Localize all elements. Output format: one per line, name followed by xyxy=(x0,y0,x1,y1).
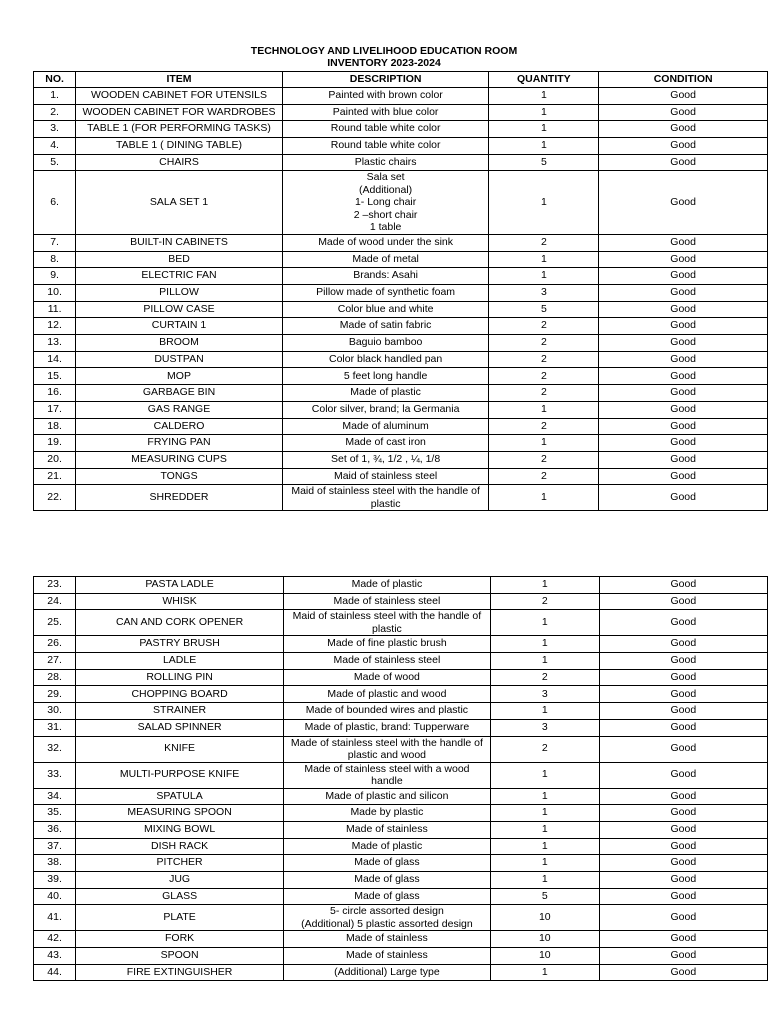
item-quantity: 1 xyxy=(490,788,599,805)
item-quantity: 10 xyxy=(490,948,599,965)
row-number: 2. xyxy=(34,104,76,121)
item-name: PILLOW xyxy=(76,285,283,302)
item-description-line: 1- Long chair xyxy=(354,196,417,209)
table-row xyxy=(34,905,768,931)
item-description: Made of fine plastic brush xyxy=(283,636,490,653)
row-number: 17. xyxy=(34,401,76,418)
item-description: Made of stainless xyxy=(283,821,490,838)
inventory-table-page-2 xyxy=(33,576,768,981)
item-description-line: 1 table xyxy=(369,221,402,234)
item-description: Made of plastic xyxy=(283,577,490,594)
item-description xyxy=(283,762,490,788)
row-number: 20. xyxy=(34,451,76,468)
item-description: Made of wood under the sink xyxy=(282,234,489,251)
item-description-line: (Additional) xyxy=(359,183,413,196)
item-condition: Good xyxy=(599,762,767,788)
table-row xyxy=(34,931,768,948)
item-description xyxy=(282,171,489,235)
item-description: Made of plastic xyxy=(282,385,489,402)
row-number: 43. xyxy=(34,948,76,965)
item-description: Made of stainless xyxy=(283,948,490,965)
item-quantity: 1 xyxy=(490,610,599,636)
item-quantity: 5 xyxy=(489,154,599,171)
row-number: 25. xyxy=(34,610,76,636)
item-name: FRYING PAN xyxy=(76,435,283,452)
item-condition: Good xyxy=(599,577,767,594)
item-description: Maid of stainless steel xyxy=(282,468,489,485)
item-quantity: 1 xyxy=(489,121,599,138)
item-condition: Good xyxy=(599,948,767,965)
item-name: BUILT-IN CABINETS xyxy=(76,234,283,251)
table-row xyxy=(34,838,768,855)
item-name: CHOPPING BOARD xyxy=(76,686,284,703)
item-description: Made of plastic and wood xyxy=(283,686,490,703)
item-name: GARBAGE BIN xyxy=(76,385,283,402)
item-description: Color black handled pan xyxy=(282,351,489,368)
item-description: Made of glass xyxy=(283,871,490,888)
row-number: 13. xyxy=(34,335,76,352)
row-number: 18. xyxy=(34,418,76,435)
item-quantity: 1 xyxy=(490,636,599,653)
row-number: 19. xyxy=(34,435,76,452)
item-name: SHREDDER xyxy=(76,485,283,511)
item-condition: Good xyxy=(599,318,768,335)
table-row xyxy=(34,268,768,285)
item-condition: Good xyxy=(599,451,768,468)
table-row xyxy=(34,234,768,251)
item-description: Round table white color xyxy=(282,138,489,155)
item-quantity: 2 xyxy=(489,385,599,402)
item-description: Set of 1, ¾, 1/2 , ¼, 1/8 xyxy=(282,451,489,468)
row-number: 1. xyxy=(34,88,76,105)
item-name: WOODEN CABINET FOR WARDROBES xyxy=(76,104,283,121)
row-number: 9. xyxy=(34,268,76,285)
item-condition: Good xyxy=(599,418,768,435)
item-name: PASTA LADLE xyxy=(76,577,284,594)
table-row xyxy=(34,653,768,670)
item-condition: Good xyxy=(599,171,768,235)
item-description: Made of plastic xyxy=(283,838,490,855)
item-quantity: 2 xyxy=(489,468,599,485)
item-quantity: 3 xyxy=(490,719,599,736)
item-quantity: 1 xyxy=(489,88,599,105)
item-name: LADLE xyxy=(76,653,284,670)
row-number: 12. xyxy=(34,318,76,335)
table-body xyxy=(34,577,768,981)
item-quantity: 1 xyxy=(490,703,599,720)
item-quantity: 1 xyxy=(489,171,599,235)
item-name: DISH RACK xyxy=(76,838,284,855)
table-row xyxy=(34,121,768,138)
item-description: Made of cast iron xyxy=(282,435,489,452)
item-condition: Good xyxy=(599,719,767,736)
item-description: Made by plastic xyxy=(283,805,490,822)
table-row xyxy=(34,888,768,905)
item-name: CURTAIN 1 xyxy=(76,318,283,335)
item-description-line: Made of stainless steel with a wood xyxy=(304,762,470,775)
item-quantity: 2 xyxy=(489,368,599,385)
item-name: TABLE 1 (FOR PERFORMING TASKS) xyxy=(76,121,283,138)
item-quantity: 2 xyxy=(489,318,599,335)
item-name: PILLOW CASE xyxy=(76,301,283,318)
item-quantity: 1 xyxy=(490,855,599,872)
item-name: GAS RANGE xyxy=(76,401,283,418)
document-title: TECHNOLOGY AND LIVELIHOOD EDUCATION ROOM xyxy=(250,45,518,57)
item-condition: Good xyxy=(599,435,768,452)
item-condition: Good xyxy=(599,385,768,402)
item-description-line: plastic xyxy=(372,622,402,635)
item-name: FIRE EXTINGUISHER xyxy=(76,964,284,981)
row-number: 37. xyxy=(34,838,76,855)
item-quantity: 1 xyxy=(489,104,599,121)
row-number: 15. xyxy=(34,368,76,385)
item-description: (Additional) Large type xyxy=(283,964,490,981)
item-description-line: plastic and wood xyxy=(347,749,427,761)
table-row xyxy=(34,577,768,594)
item-condition: Good xyxy=(599,335,768,352)
row-number: 27. xyxy=(34,653,76,670)
document-subtitle: INVENTORY 2023-2024 xyxy=(327,57,441,69)
item-quantity: 2 xyxy=(489,451,599,468)
item-description: Made of glass xyxy=(283,888,490,905)
item-condition: Good xyxy=(599,301,768,318)
item-name: MEASURING SPOON xyxy=(76,805,284,822)
item-description-line: Made of stainless steel with the handle of xyxy=(290,736,483,749)
row-number: 22. xyxy=(34,485,76,511)
item-condition: Good xyxy=(599,401,768,418)
table-row xyxy=(34,871,768,888)
item-condition: Good xyxy=(599,703,767,720)
table-row xyxy=(34,964,768,981)
row-number: 3. xyxy=(34,121,76,138)
item-condition: Good xyxy=(599,871,767,888)
item-quantity: 1 xyxy=(490,577,599,594)
table-row xyxy=(34,948,768,965)
row-number: 14. xyxy=(34,351,76,368)
item-description: Made of metal xyxy=(282,251,489,268)
item-quantity: 1 xyxy=(490,838,599,855)
table-header-row xyxy=(34,72,768,88)
item-quantity: 1 xyxy=(490,821,599,838)
item-description: Painted with blue color xyxy=(282,104,489,121)
item-name: MIXING BOWL xyxy=(76,821,284,838)
item-name: SALAD SPINNER xyxy=(76,719,284,736)
header-quantity: QUANTITY xyxy=(489,72,599,88)
item-description xyxy=(283,736,490,762)
table-row xyxy=(34,418,768,435)
item-condition: Good xyxy=(599,653,767,670)
row-number: 21. xyxy=(34,468,76,485)
table-row xyxy=(34,485,768,511)
row-number: 29. xyxy=(34,686,76,703)
item-description: Brands: Asahi xyxy=(282,268,489,285)
table-row xyxy=(34,138,768,155)
item-condition: Good xyxy=(599,88,768,105)
row-number: 31. xyxy=(34,719,76,736)
table-row xyxy=(34,669,768,686)
table-row xyxy=(34,401,768,418)
row-number: 26. xyxy=(34,636,76,653)
row-number: 32. xyxy=(34,736,76,762)
item-name: SPOON xyxy=(76,948,284,965)
item-name: FORK xyxy=(76,931,284,948)
table-row xyxy=(34,451,768,468)
item-name: WOODEN CABINET FOR UTENSILS xyxy=(76,88,283,105)
item-description: Made of stainless steel xyxy=(283,653,490,670)
item-name: ELECTRIC FAN xyxy=(76,268,283,285)
item-quantity: 5 xyxy=(489,301,599,318)
item-name: CHAIRS xyxy=(76,154,283,171)
item-condition: Good xyxy=(599,964,767,981)
item-name: STRAINER xyxy=(76,703,284,720)
item-name: TABLE 1 ( DINING TABLE) xyxy=(76,138,283,155)
row-number: 6. xyxy=(34,171,76,235)
row-number: 7. xyxy=(34,234,76,251)
item-condition: Good xyxy=(599,669,767,686)
item-quantity: 1 xyxy=(489,251,599,268)
row-number: 40. xyxy=(34,888,76,905)
item-condition: Good xyxy=(599,838,767,855)
item-name: MOP xyxy=(76,368,283,385)
item-description-line: (Additional) 5 plastic assorted design xyxy=(301,917,473,930)
item-condition: Good xyxy=(599,888,767,905)
table-row xyxy=(34,171,768,235)
table-row xyxy=(34,821,768,838)
item-condition: Good xyxy=(599,788,767,805)
item-quantity: 2 xyxy=(489,418,599,435)
item-name: GLASS xyxy=(76,888,284,905)
header-condition: CONDITION xyxy=(599,72,768,88)
item-description xyxy=(282,485,489,511)
item-description xyxy=(283,905,490,931)
item-description: Painted with brown color xyxy=(282,88,489,105)
table-row xyxy=(34,703,768,720)
row-number: 8. xyxy=(34,251,76,268)
item-name: SALA SET 1 xyxy=(76,171,283,235)
row-number: 30. xyxy=(34,703,76,720)
table-row xyxy=(34,301,768,318)
item-description: Pillow made of synthetic foam xyxy=(282,285,489,302)
table-row xyxy=(34,351,768,368)
item-condition: Good xyxy=(599,593,767,610)
table-row xyxy=(34,104,768,121)
item-description xyxy=(283,610,490,636)
header-no: NO. xyxy=(34,72,76,88)
table-row xyxy=(34,251,768,268)
item-condition: Good xyxy=(599,104,768,121)
item-name: BED xyxy=(76,251,283,268)
item-quantity: 1 xyxy=(490,762,599,788)
table-row xyxy=(34,610,768,636)
item-name: CALDERO xyxy=(76,418,283,435)
row-number: 11. xyxy=(34,301,76,318)
row-number: 41. xyxy=(34,905,76,931)
item-quantity: 1 xyxy=(489,435,599,452)
row-number: 10. xyxy=(34,285,76,302)
item-description: Round table white color xyxy=(282,121,489,138)
item-description: 5 feet long handle xyxy=(282,368,489,385)
item-name: BROOM xyxy=(76,335,283,352)
row-number: 5. xyxy=(34,154,76,171)
table-row xyxy=(34,636,768,653)
item-description: Made of bounded wires and plastic xyxy=(283,703,490,720)
item-description-line: Sala set xyxy=(366,171,405,184)
item-condition: Good xyxy=(599,855,767,872)
item-description: Made of stainless xyxy=(283,931,490,948)
item-name: KNIFE xyxy=(76,736,284,762)
row-number: 39. xyxy=(34,871,76,888)
item-condition: Good xyxy=(599,485,768,511)
item-condition: Good xyxy=(599,905,767,931)
table-row xyxy=(34,788,768,805)
item-condition: Good xyxy=(599,285,768,302)
item-quantity: 1 xyxy=(490,871,599,888)
item-condition: Good xyxy=(599,351,768,368)
item-quantity: 3 xyxy=(489,285,599,302)
table-row xyxy=(34,686,768,703)
item-description: Made of stainless steel xyxy=(283,593,490,610)
row-number: 16. xyxy=(34,385,76,402)
item-quantity: 10 xyxy=(490,931,599,948)
item-name: PITCHER xyxy=(76,855,284,872)
item-description: Baguio bamboo xyxy=(282,335,489,352)
item-condition: Good xyxy=(599,686,767,703)
item-description: Made of wood xyxy=(283,669,490,686)
item-condition: Good xyxy=(599,610,767,636)
item-name: JUG xyxy=(76,871,284,888)
item-condition: Good xyxy=(599,121,768,138)
item-quantity: 1 xyxy=(489,268,599,285)
item-name: DUSTPAN xyxy=(76,351,283,368)
row-number: 28. xyxy=(34,669,76,686)
table-row xyxy=(34,88,768,105)
item-quantity: 1 xyxy=(489,485,599,511)
item-description: Color silver, brand; la Germania xyxy=(282,401,489,418)
item-condition: Good xyxy=(599,368,768,385)
item-description: Made of glass xyxy=(283,855,490,872)
table-row xyxy=(34,805,768,822)
row-number: 33. xyxy=(34,762,76,788)
row-number: 4. xyxy=(34,138,76,155)
item-condition: Good xyxy=(599,636,767,653)
item-description: Made of satin fabric xyxy=(282,318,489,335)
item-condition: Good xyxy=(599,268,768,285)
table-row xyxy=(34,285,768,302)
item-quantity: 2 xyxy=(490,593,599,610)
table-row xyxy=(34,719,768,736)
item-description: Plastic chairs xyxy=(282,154,489,171)
item-name: TONGS xyxy=(76,468,283,485)
row-number: 23. xyxy=(34,577,76,594)
item-description-line: 5- circle assorted design xyxy=(330,905,444,918)
table-body xyxy=(34,88,768,511)
item-quantity: 2 xyxy=(490,736,599,762)
table-row xyxy=(34,154,768,171)
item-name: MULTI-PURPOSE KNIFE xyxy=(76,762,284,788)
row-number: 42. xyxy=(34,931,76,948)
table-row xyxy=(34,762,768,788)
item-quantity: 2 xyxy=(490,669,599,686)
item-name: MEASURING CUPS xyxy=(76,451,283,468)
item-quantity: 2 xyxy=(489,335,599,352)
item-name: SPATULA xyxy=(76,788,284,805)
table-row xyxy=(34,318,768,335)
item-condition: Good xyxy=(599,805,767,822)
row-number: 35. xyxy=(34,805,76,822)
item-quantity: 1 xyxy=(489,138,599,155)
item-description: Color blue and white xyxy=(282,301,489,318)
item-condition: Good xyxy=(599,154,768,171)
table-row xyxy=(34,736,768,762)
item-name: WHISK xyxy=(76,593,284,610)
item-condition: Good xyxy=(599,821,767,838)
table-row xyxy=(34,368,768,385)
item-condition: Good xyxy=(599,931,767,948)
item-description-line: Maid of stainless steel with the handle of xyxy=(292,610,482,623)
table-row xyxy=(34,385,768,402)
item-condition: Good xyxy=(599,138,768,155)
item-condition: Good xyxy=(599,468,768,485)
header-item: ITEM xyxy=(76,72,283,88)
item-name: ROLLING PIN xyxy=(76,669,284,686)
item-name: PLATE xyxy=(76,905,284,931)
row-number: 44. xyxy=(34,964,76,981)
item-description: Made of plastic, brand: Tupperware xyxy=(283,719,490,736)
inventory-table-page-1 xyxy=(33,71,768,511)
item-quantity: 2 xyxy=(489,234,599,251)
item-description: Made of aluminum xyxy=(282,418,489,435)
item-name: PASTRY BRUSH xyxy=(76,636,284,653)
item-description-line: Maid of stainless steel with the handle of xyxy=(291,485,480,498)
item-description-line: 2 –short chair xyxy=(353,208,418,221)
item-quantity: 10 xyxy=(490,905,599,931)
item-quantity: 1 xyxy=(490,653,599,670)
item-name: CAN AND CORK OPENER xyxy=(76,610,284,636)
item-quantity: 1 xyxy=(490,805,599,822)
item-condition: Good xyxy=(599,736,767,762)
item-quantity: 5 xyxy=(490,888,599,905)
item-quantity: 3 xyxy=(490,686,599,703)
row-number: 24. xyxy=(34,593,76,610)
table-row xyxy=(34,335,768,352)
table-row xyxy=(34,468,768,485)
item-quantity: 2 xyxy=(489,351,599,368)
table-row xyxy=(34,855,768,872)
row-number: 34. xyxy=(34,788,76,805)
item-quantity: 1 xyxy=(490,964,599,981)
row-number: 38. xyxy=(34,855,76,872)
table-row xyxy=(34,593,768,610)
item-condition: Good xyxy=(599,251,768,268)
row-number: 36. xyxy=(34,821,76,838)
item-description-line: handle xyxy=(371,775,403,787)
item-description: Made of plastic and silicon xyxy=(283,788,490,805)
header-description: DESCRIPTION xyxy=(282,72,489,88)
item-quantity: 1 xyxy=(489,401,599,418)
item-description-line: plastic xyxy=(370,497,401,510)
table-row xyxy=(34,435,768,452)
item-condition: Good xyxy=(599,234,768,251)
